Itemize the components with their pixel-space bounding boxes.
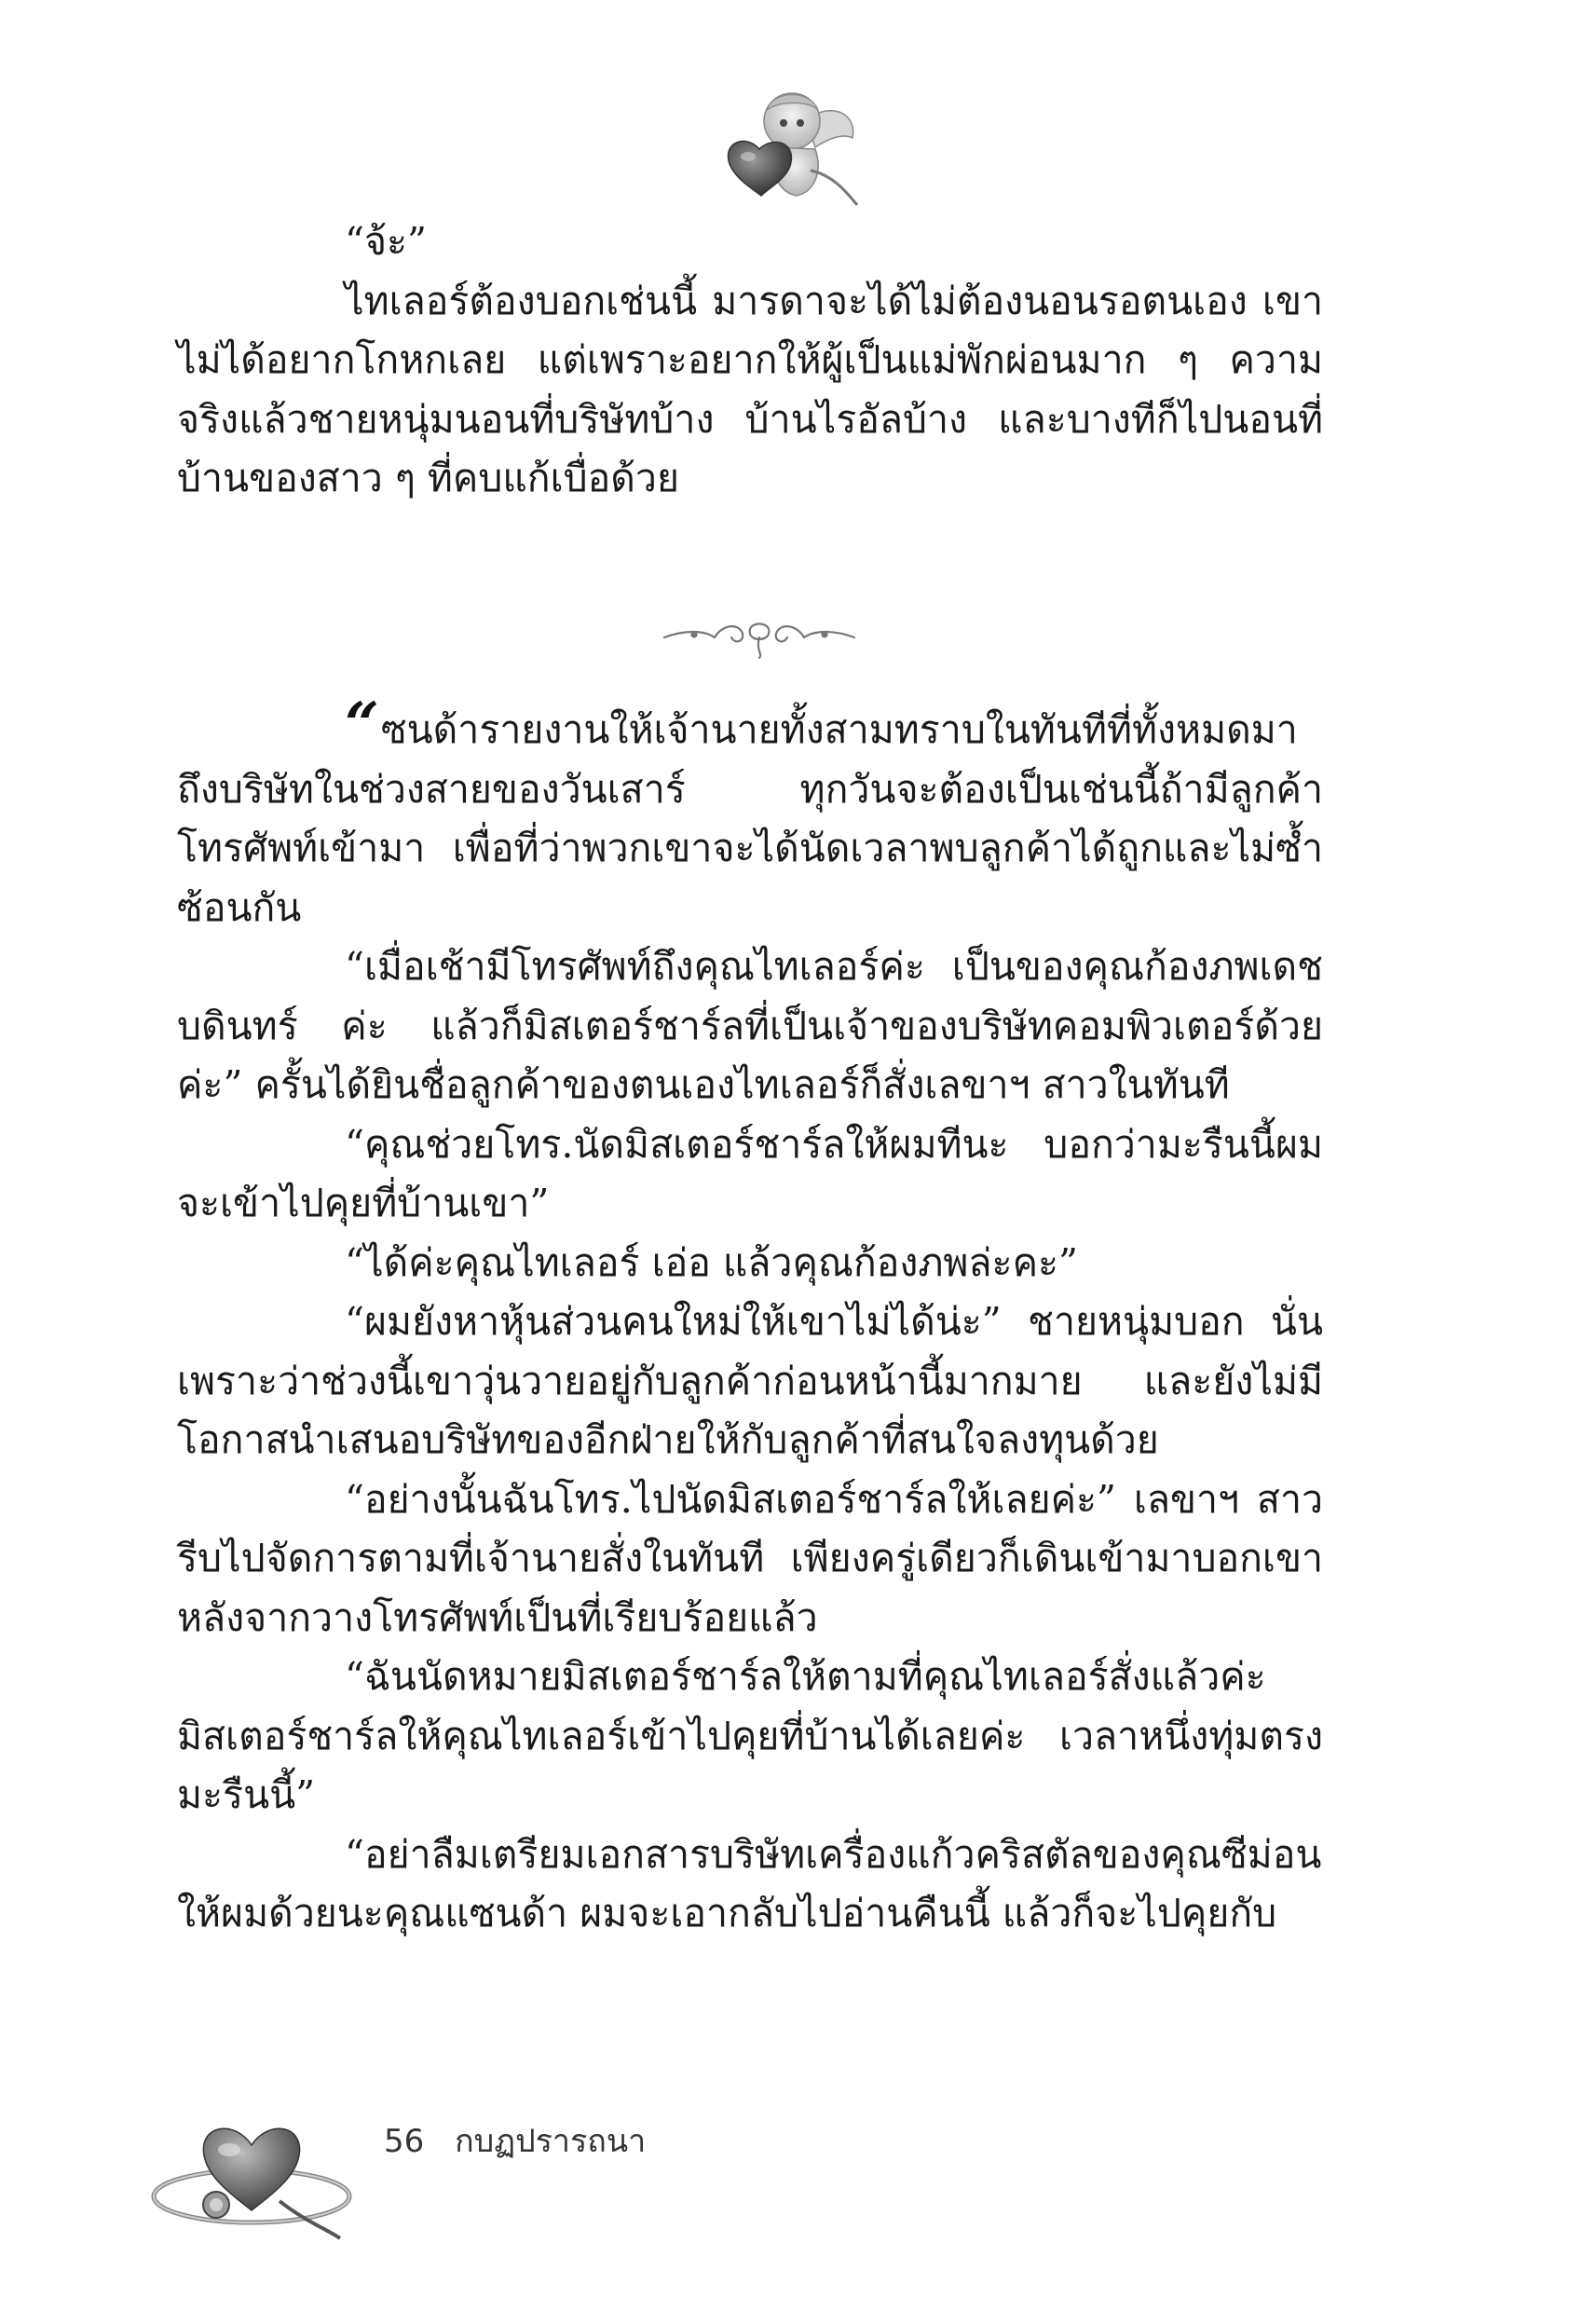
paragraph: “อย่างนั้นฉันโทร.ไปนัดมิสเตอร์ชาร์ลให้เลยค่ะ” เลขาฯ สาวรีบไปจัดการตามที่เจ้านายสั่งในทันที เพียงครู่เดียวก็เดินเข้ามาบอกเขาหลังจากวางโทรศัพท์เป็นที่เรียบร้อยแล้ว [177,1476,1323,1640]
paragraph: ไทเลอร์ต้องบอกเช่นนี้ มารดาจะได้ไม่ต้องนอนรอตนเอง เขาไม่ได้อยากโกหกเลย แต่เพราะอยากให้ผู้เป็นแม่พักผ่อนมาก ๆ ความจริงแล้วชายหนุ่มนอนที่บริษัทบ้าง บ้านไรอัลบ้าง และบางทีก็ไปนอนที่บ้านของสาว ๆ ที่คบแก้เบื่อด้วย [177,278,1323,500]
paragraph: “เมื่อเช้ามีโทรศัพท์ถึงคุณไทเลอร์ค่ะ เป็นของคุณก้องภพเดชบดินทร์ ค่ะ แล้วก็มิสเตอร์ชาร์ลที่เป็นเจ้าของบริษัทคอมพิวเตอร์ด้วยค่ะ” ครั้นได้ยินชื่อลูกค้าของตนเองไทเลอร์ก็สั่งเลขาฯ สาวในทันที [177,944,1323,1107]
drop-cap: “ [345,690,379,759]
book-title: กบฏปรารถนา [455,2123,647,2160]
first-paragraph: “ซนด้ารายงานให้เจ้านายทั้งสามทราบในทันทีที่ทั้งหมดมาถึงบริษัทในช่วงสายของวันเสาร์ ทุกวันจะต้องเป็นเช่นนี้ถ้ามีลูกค้าโทรศัพท์เข้ามา เพื่อที่ว่าพวกเขาจะได้นัดเวลาพบลูกค้าได้ถูกและไม่ซ้ำซ้อนกัน [177,690,1323,930]
section-2-text [177,690,1323,1944]
cupid-with-heart-icon [694,82,871,212]
page-number: 56 [384,2123,425,2160]
paragraph: “จ้ะ” [345,219,427,264]
section-1-text [177,212,1323,509]
paragraph: “ได้ค่ะคุณไทเลอร์ เอ่อ แล้วคุณก้องภพล่ะคะ” [345,1239,1078,1285]
ornamental-divider-icon [657,609,862,662]
section-2-paragraphs [177,937,1323,1944]
paragraph: “ผมยังหาหุ้นส่วนคนใหม่ให้เขาไม่ได้น่ะ” ชายหนุ่มบอก นั่นเพราะว่าช่วงนี้เขาวุ่นวายอยู่กับลูกค้าก่อนหน้านี้มากมาย และยังไม่มีโอกาสนำเสนอบริษัทของอีกฝ่ายให้กับลูกค้าที่สนใจลงทุนด้วย [177,1299,1323,1462]
paragraph: “คุณช่วยโทร.นัดมิสเตอร์ชาร์ลให้ผมทีนะ บอกว่ามะรืนนี้ผมจะเข้าไปคุยที่บ้านเขา” [177,1121,1323,1225]
paragraph: “ฉันนัดหมายมิสเตอร์ชาร์ลให้ตามที่คุณไทเลอร์สั่งแล้วค่ะ มิสเตอร์ชาร์ลให้คุณไทเลอร์เข้าไปคุยที่บ้านได้เลยค่ะ เวลาหนึ่งทุ่มตรงมะรืนนี้” [177,1654,1323,1817]
paragraph: “อย่าลืมเตรียมเอกสารบริษัทเครื่องแก้วคริสตัลของคุณซีม่อนให้ผมด้วยนะคุณแซนด้า ผมจะเอากลับไปอ่านคืนนี้ แล้วก็จะไปคุยกับ [177,1831,1322,1935]
page-footer [384,2115,646,2166]
heart-stethoscope-icon [140,2108,363,2248]
